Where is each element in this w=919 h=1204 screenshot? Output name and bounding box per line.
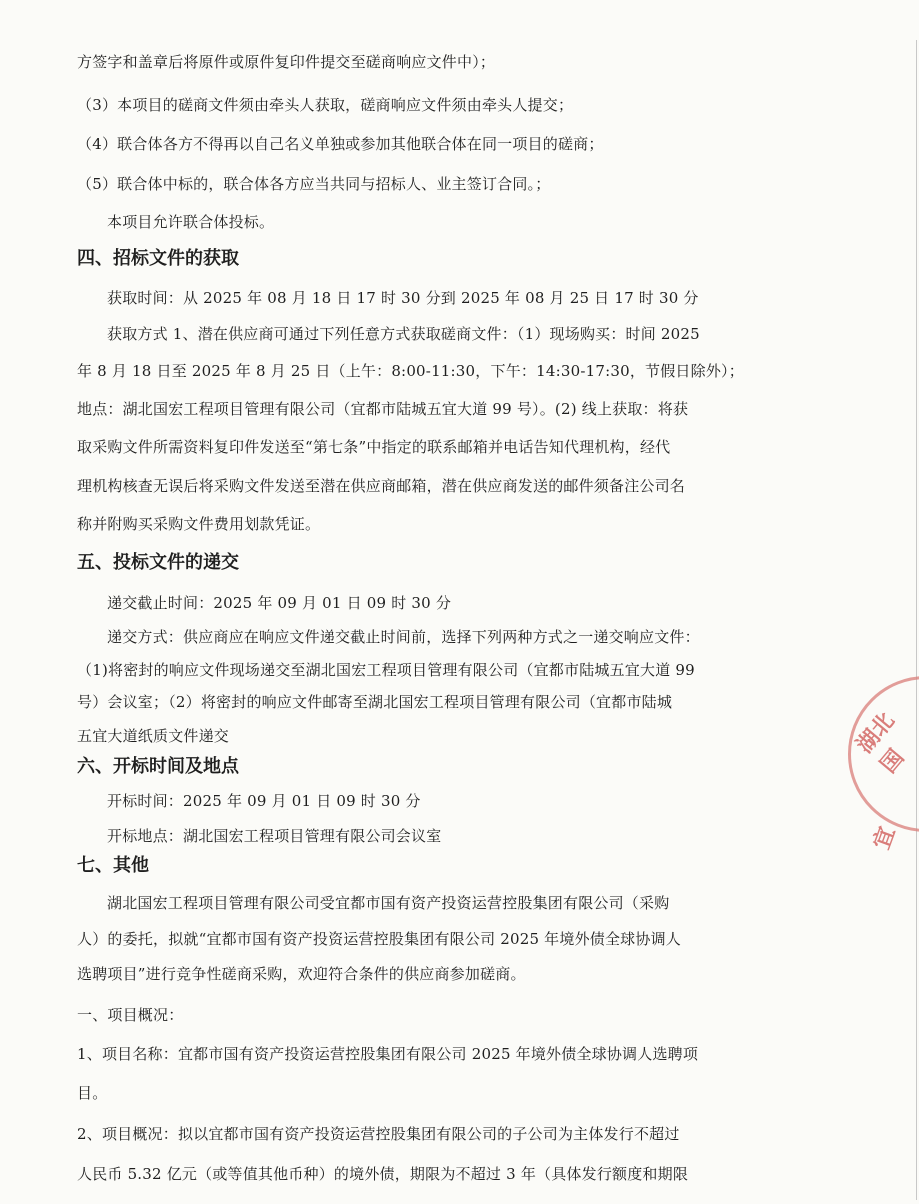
text-line: 一、项目概况： bbox=[77, 1006, 184, 1024]
text-line: 1、项目名称：宜都市国有资产投资运营控股集团有限公司 2025 年境外债全球协调人选聘项 bbox=[77, 1045, 699, 1063]
text-line: 开标时间：2025 年 09 月 01 日 09 时 30 分 bbox=[107, 792, 421, 810]
text-line: 获取时间：从 2025 年 08 月 18 日 17 时 30 分到 2025 年 08 月 25 日 17 时 30 分 bbox=[107, 289, 699, 307]
text-line: （4）联合体各方不得再以自己名义单独或参加其他联合体在同一项目的磋商； bbox=[77, 135, 604, 153]
seal-text: 宜 bbox=[869, 823, 901, 853]
text-line: 2、项目概况：拟以宜都市国有资产投资运营控股集团有限公司的子公司为主体发行不超过 bbox=[77, 1125, 680, 1143]
text-line: （3）本项目的磋商文件须由牵头人获取，磋商响应文件须由牵头人提交； bbox=[77, 96, 574, 114]
text-line: 人民币 5.32 亿元（或等值其他币种）的境外债，期限为不超过 3 年（具体发行额度和期限 bbox=[77, 1165, 689, 1183]
text-line: 称并附购买采购文件费用划款凭证。 bbox=[77, 515, 321, 533]
text-line: 人）的委托，拟就“宜都市国有资产投资运营控股集团有限公司 2025 年境外债全球协调人 bbox=[77, 930, 681, 948]
text-line: 理机构核查无误后将采购文件发送至潜在供应商邮箱，潜在供应商发送的邮件须备注公司名 bbox=[77, 477, 686, 495]
text-line: 湖北国宏工程项目管理有限公司受宜都市国有资产投资运营控股集团有限公司（采购 bbox=[107, 894, 670, 912]
text-line: 年 8 月 18 日至 2025 年 8 月 25 日（上午：8:00-11:30，下午：14:30-17:30，节假日除外）； bbox=[77, 362, 744, 380]
text-line: 递交截止时间：2025 年 09 月 01 日 09 时 30 分 bbox=[107, 594, 452, 612]
text-line: 本项目允许联合体投标。 bbox=[107, 213, 275, 231]
text-line: 目。 bbox=[77, 1084, 108, 1102]
text-line: 获取方式 1、潜在供应商可通过下列任意方式获取磋商文件：（1）现场购买：时间 2025 bbox=[107, 325, 700, 343]
text-line: 地点：湖北国宏工程项目管理有限公司（宜都市陆城五宜大道 99 号）。(2) 线上获取：将获 bbox=[77, 400, 689, 418]
text-line: 递交方式：供应商应在响应文件递交截止时间前，选择下列两种方式之一递交响应文件： bbox=[107, 628, 700, 646]
section-heading: 五、投标文件的递交 bbox=[77, 552, 239, 573]
page-edge-line bbox=[916, 40, 917, 1200]
text-line: 五宜大道纸质文件递交 bbox=[77, 727, 230, 745]
text-line: 选聘项目”进行竞争性磋商采购，欢迎符合条件的供应商参加磋商。 bbox=[77, 965, 526, 983]
text-line: （5）联合体中标的，联合体各方应当共同与招标人、业主签订合同。； bbox=[77, 175, 551, 193]
text-line: 取采购文件所需资料复印件发送至“第七条”中指定的联系邮箱并电话告知代理机构，经代 bbox=[77, 438, 671, 456]
text-line: 号）会议室；（2）将密封的响应文件邮寄至湖北国宏工程项目管理有限公司（宜都市陆城 bbox=[77, 693, 673, 711]
seal-text: 湖北国 bbox=[852, 708, 910, 779]
text-line: 开标地点：湖北国宏工程项目管理有限公司会议室 bbox=[107, 827, 442, 845]
section-heading: 六、开标时间及地点 bbox=[77, 756, 239, 777]
section-heading: 七、其他 bbox=[77, 855, 149, 876]
text-line: （1)将密封的响应文件现场递交至湖北国宏工程项目管理有限公司（宜都市陆城五宜大道 99 bbox=[77, 661, 695, 679]
text-line: 方签字和盖章后将原件或原件复印件提交至磋商响应文件中）； bbox=[77, 53, 496, 71]
section-heading: 四、招标文件的获取 bbox=[77, 248, 239, 269]
